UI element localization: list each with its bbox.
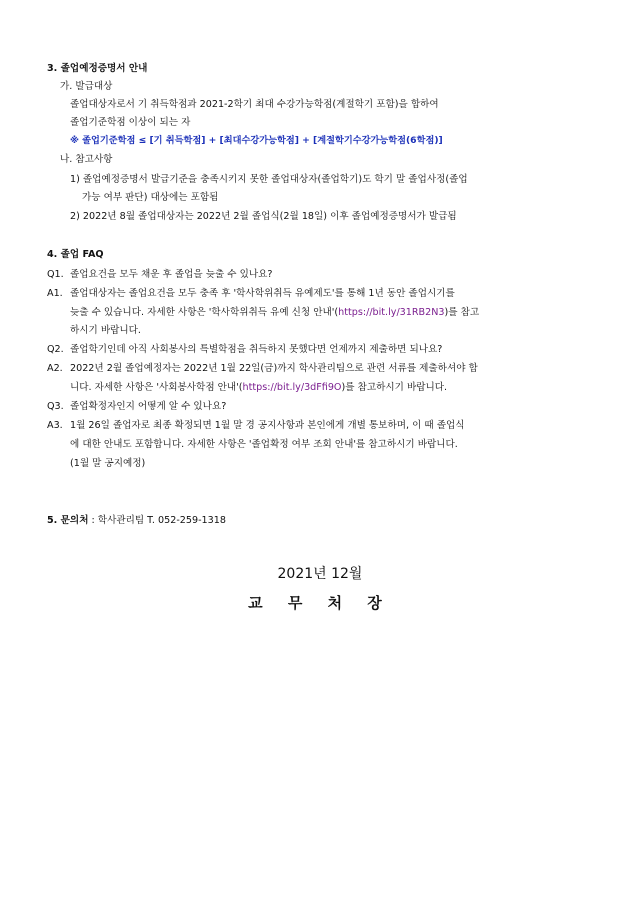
a3-line3: (1월 말 공지예정) xyxy=(70,458,146,469)
section3-na-item1-line2: 가능 여부 판단) 대상에는 포함됨 xyxy=(82,192,219,203)
section3-ga-line1: 졸업대상자로서 기 취득학점과 2021-2학기 최대 수강가능학점(계절학기 포함)을 합하여 xyxy=(70,99,439,110)
section3-ga-label: 가. 발급대상 xyxy=(60,81,113,92)
q3-label: Q3. xyxy=(47,401,64,412)
section3-na-label: 나. 참고사항 xyxy=(60,154,113,165)
a1-line2 xyxy=(70,306,479,319)
a2-link[interactable]: https://bit.ly/3dFfi9O xyxy=(242,382,342,393)
section3-ga-line2: 졸업기준학점 이상이 되는 자 xyxy=(70,117,191,128)
q2-text: 졸업학기인데 아직 사회봉사의 특별학점을 취득하지 못했다면 언제까지 제출하면 되나요? xyxy=(70,344,443,355)
a2-line2-post: )를 참고하시기 바랍니다. xyxy=(341,382,448,393)
a1-line2-post: )를 참고 xyxy=(444,307,480,318)
a1-line3: 하시기 바랍니다. xyxy=(70,325,141,336)
section5-contact xyxy=(47,514,226,527)
a1-label: A1. xyxy=(47,288,63,299)
section5-contact-text: : 학사관리팀 T. 052-259-1318 xyxy=(88,515,226,526)
q1-label: Q1. xyxy=(47,269,64,280)
a2-line1: 2022년 2월 졸업예정자는 2022년 1월 22일(금)까지 학사관리팀으로 관련 서류를 제출하셔야 합 xyxy=(70,363,478,374)
a3-line1: 1월 26일 졸업자로 최종 확정되면 1월 말 경 공지사항과 본인에게 개별 통보하며, 이 때 졸업식 xyxy=(70,420,465,431)
q1-text: 졸업요건을 모두 채운 후 졸업을 늦출 수 있나요? xyxy=(70,269,273,280)
section3-title: 3. 졸업예정증명서 안내 xyxy=(47,63,148,74)
section3-na-item1-line1: 1) 졸업예정증명서 발급기준을 충족시키지 못한 졸업대상자(졸업학기)도 학기 말 졸업사정(졸업 xyxy=(70,174,468,185)
section3-formula: ※ 졸업기준학점 ≤ [기 취득학점] + [최대수강가능학점] + [계절학기수강가능학점(6학점)] xyxy=(70,135,443,146)
a3-label: A3. xyxy=(47,420,63,431)
a2-line2-pre: 니다. 자세한 사항은 '사회봉사학점 안내'( xyxy=(70,382,243,393)
footer-date: 2021년 12월 xyxy=(277,566,363,582)
a1-line1: 졸업대상자는 졸업요건을 모두 충족 후 '학사학위취득 유예제도'를 통해 1년 동안 졸업시기를 xyxy=(70,288,455,299)
a1-line2-pre: 늦출 수 있습니다. 자세한 사항은 '학사학위취득 유예 신청 안내'( xyxy=(70,307,339,318)
q3-text: 졸업확정자인지 어떻게 알 수 있나요? xyxy=(70,401,227,412)
footer-office: 교 무 처 장 xyxy=(248,594,392,612)
a3-line2: 에 대한 안내도 포함합니다. 자세한 사항은 '졸업확정 여부 조회 안내'를 참고하시기 바랍니다. xyxy=(70,439,458,450)
a2-line2 xyxy=(70,381,447,394)
section4-title: 4. 졸업 FAQ xyxy=(47,249,104,260)
q2-label: Q2. xyxy=(47,344,64,355)
a2-label: A2. xyxy=(47,363,63,374)
section5-title: 5. 문의처 xyxy=(47,515,89,526)
a1-link[interactable]: https://bit.ly/31RB2N3 xyxy=(338,307,445,318)
section3-na-item2: 2) 2022년 8월 졸업대상자는 2022년 2월 졸업식(2월 18일) 이후 졸업예정증명서가 발급됨 xyxy=(70,211,457,222)
